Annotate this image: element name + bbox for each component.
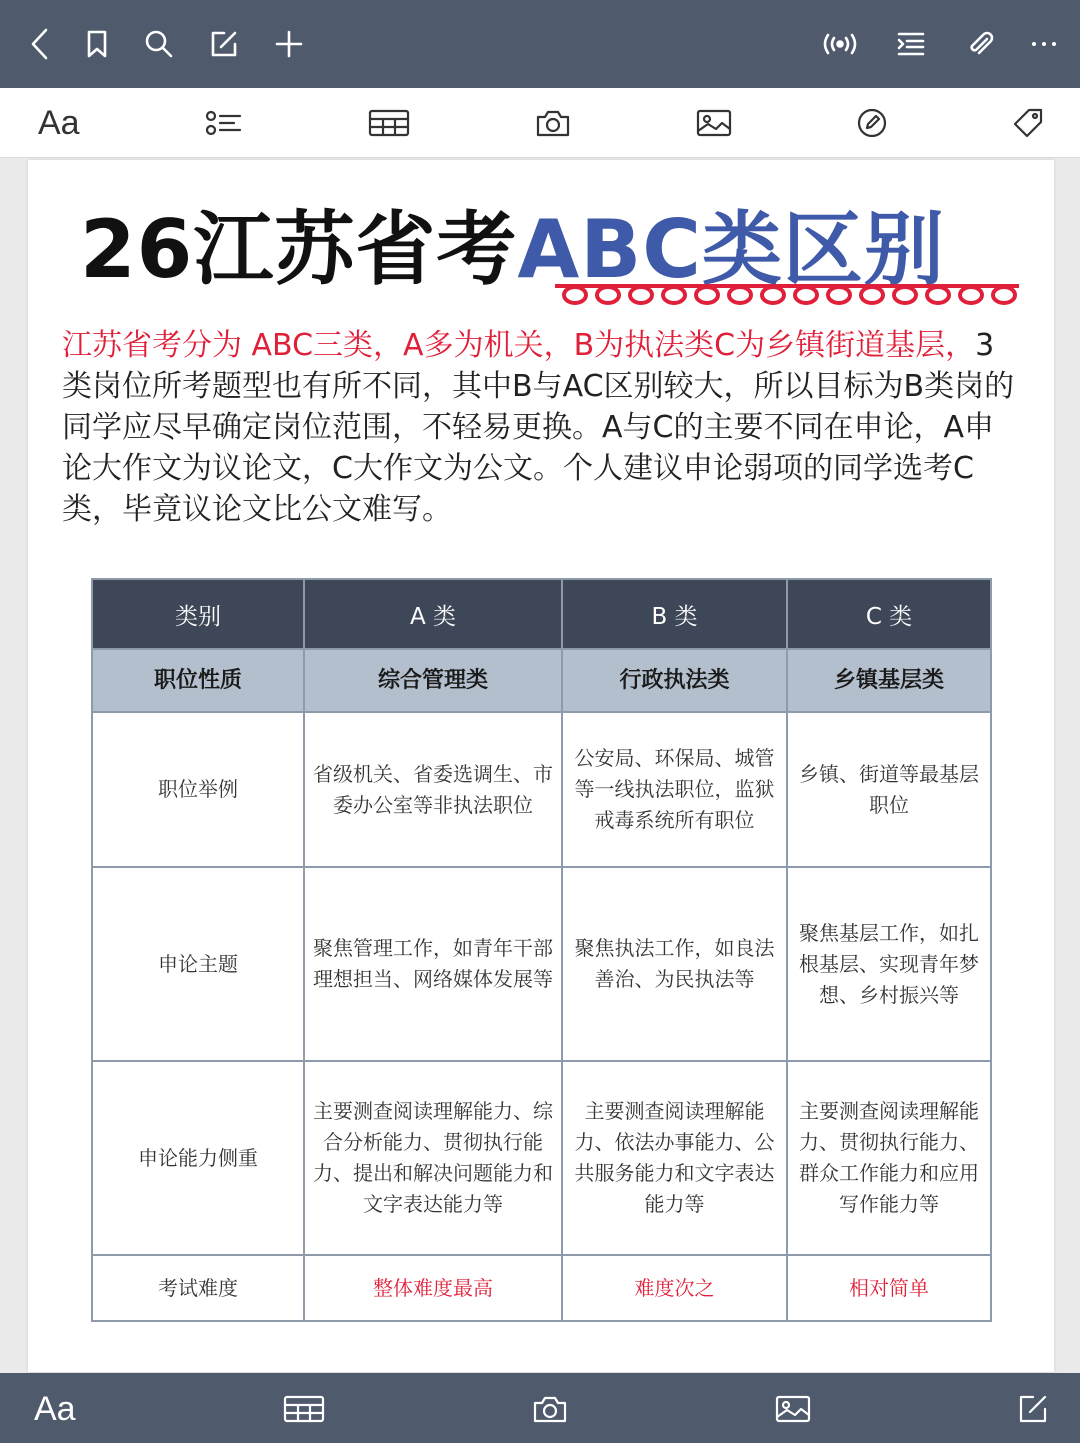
attachment-icon[interactable] bbox=[960, 22, 1000, 66]
broadcast-icon[interactable] bbox=[818, 22, 862, 66]
compose-icon[interactable] bbox=[1017, 1387, 1049, 1431]
difficulty-c: 相对简单 bbox=[787, 1255, 991, 1321]
table-cell: 公安局、环保局、城管等一线执法职位，监狱戒毒系统所有职位 bbox=[562, 712, 787, 867]
squiggle-underline-decoration bbox=[553, 278, 1021, 306]
checklist-icon[interactable] bbox=[204, 100, 244, 146]
table-row bbox=[92, 712, 991, 867]
intro-paragraph bbox=[62, 325, 1022, 530]
title-part-2: ABC类区别 bbox=[517, 203, 945, 296]
table-icon[interactable] bbox=[283, 1387, 325, 1431]
comparison-table bbox=[91, 578, 992, 1322]
bookmark-icon[interactable] bbox=[77, 22, 117, 66]
tag-icon[interactable] bbox=[1012, 100, 1044, 146]
table-subheader-row bbox=[92, 649, 991, 712]
header-a: A 类 bbox=[304, 579, 562, 649]
text-style-icon[interactable] bbox=[34, 1387, 76, 1431]
table-row bbox=[92, 1061, 991, 1255]
row-label: 考试难度 bbox=[92, 1255, 304, 1321]
text-style-label: Aa bbox=[38, 103, 80, 142]
top-navigation-bar bbox=[0, 0, 1080, 88]
edit-icon[interactable] bbox=[204, 22, 244, 66]
table-cell: 综合管理类 bbox=[304, 649, 562, 712]
back-icon[interactable] bbox=[20, 22, 60, 66]
text-style-icon[interactable] bbox=[38, 100, 80, 146]
table-cell: 职位性质 bbox=[92, 649, 304, 712]
image-icon[interactable] bbox=[775, 1387, 811, 1431]
difficulty-b: 难度次之 bbox=[562, 1255, 787, 1321]
intro-body: 3类岗位所考题型也有所不同，其中B与AC区别较大，所以目标为B类岗的同学应尽早确定岗位范围，不轻易更换。A与C的主要不同在申论，A申论大作文为议论文，C大作文为公文。个人建议申论弱项的同学选考C类，毕竟议论文比公文难写。 bbox=[62, 328, 1015, 527]
search-icon[interactable] bbox=[139, 22, 179, 66]
title-part-1: 26江苏省考 bbox=[80, 203, 518, 296]
more-icon[interactable] bbox=[1024, 22, 1064, 66]
outline-icon[interactable] bbox=[891, 22, 931, 66]
table-cell: 省级机关、省委选调生、市委办公室等非执法职位 bbox=[304, 712, 562, 867]
table-cell: 聚焦基层工作，如扎根基层、实现青年梦想、乡村振兴等 bbox=[787, 867, 991, 1061]
row-label: 申论能力侧重 bbox=[92, 1061, 304, 1255]
header-c: C 类 bbox=[787, 579, 991, 649]
table-header-row bbox=[92, 579, 991, 649]
table-icon[interactable] bbox=[368, 100, 410, 146]
table-cell: 行政执法类 bbox=[562, 649, 787, 712]
bottom-toolbar bbox=[0, 1373, 1080, 1443]
markup-icon[interactable] bbox=[856, 100, 888, 146]
intro-highlight: 江苏省考分为 ABC三类，A多为机关，B为执法类C为乡镇街道基层， bbox=[62, 328, 976, 363]
table-cell: 主要测查阅读理解能力、依法办事能力、公共服务能力和文字表达能力等 bbox=[562, 1061, 787, 1255]
table-row bbox=[92, 867, 991, 1061]
table-cell: 主要测查阅读理解能力、贯彻执行能力、群众工作能力和应用写作能力等 bbox=[787, 1061, 991, 1255]
camera-icon[interactable] bbox=[532, 1387, 568, 1431]
header-b: B 类 bbox=[562, 579, 787, 649]
row-label: 职位举例 bbox=[92, 712, 304, 867]
text-style-label: Aa bbox=[34, 1389, 76, 1428]
format-toolbar bbox=[0, 88, 1080, 158]
table-cell: 聚焦执法工作，如良法善治、为民执法等 bbox=[562, 867, 787, 1061]
table-cell: 乡镇、街道等最基层职位 bbox=[787, 712, 991, 867]
plus-icon[interactable] bbox=[269, 22, 309, 66]
header-category: 类别 bbox=[92, 579, 304, 649]
table-cell: 主要测查阅读理解能力、综合分析能力、贯彻执行能力、提出和解决问题能力和文字表达能力等 bbox=[304, 1061, 562, 1255]
row-label: 申论主题 bbox=[92, 867, 304, 1061]
table-cell: 乡镇基层类 bbox=[787, 649, 991, 712]
table-row bbox=[92, 1255, 991, 1321]
image-icon[interactable] bbox=[696, 100, 732, 146]
table-cell: 聚焦管理工作，如青年干部理想担当、网络媒体发展等 bbox=[304, 867, 562, 1061]
camera-icon[interactable] bbox=[535, 100, 571, 146]
difficulty-a: 整体难度最高 bbox=[304, 1255, 562, 1321]
